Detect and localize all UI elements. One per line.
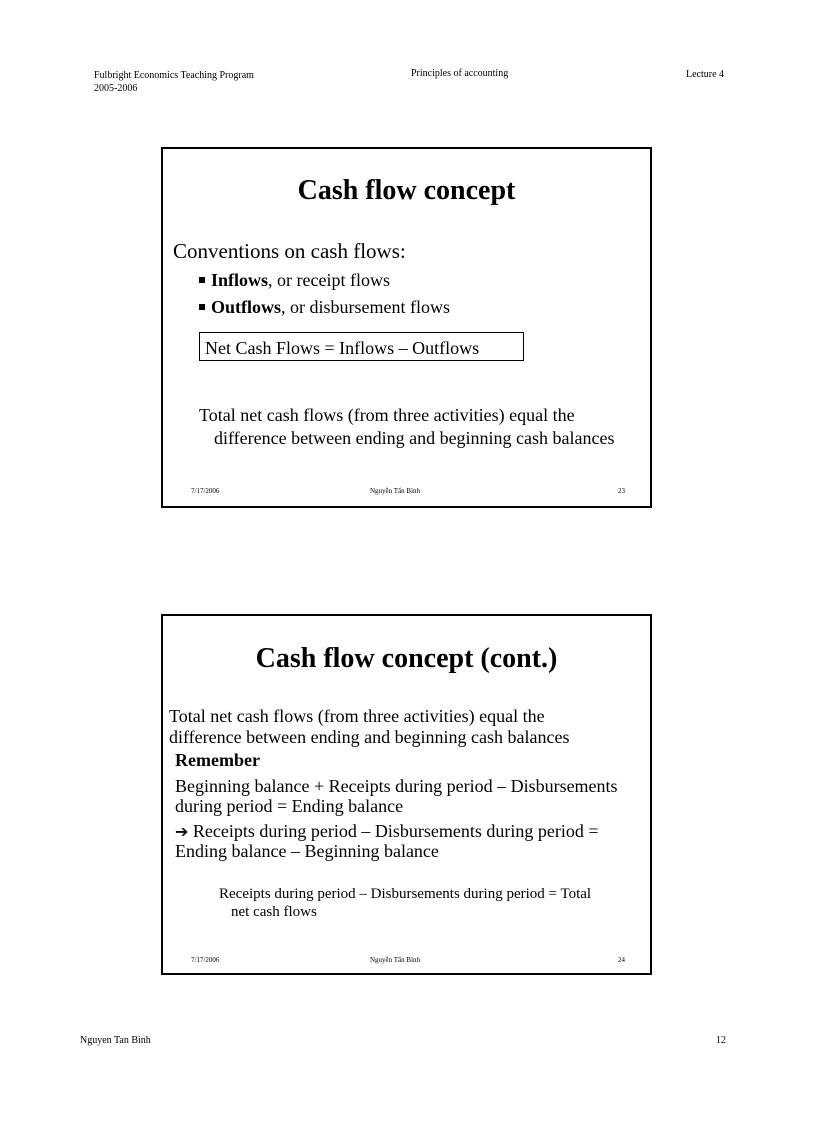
header-program: Fulbright Economics Teaching Program	[94, 70, 254, 81]
footer-page-number: 12	[716, 1035, 726, 1046]
outflows-term: Outflows	[211, 297, 282, 317]
slide-date: 7/17/2006	[191, 956, 220, 964]
header-year: 2005-2006	[94, 83, 138, 94]
arrow-right-icon: ➔	[175, 822, 189, 841]
slide-author: Nguyễn Tấn Bình	[370, 956, 421, 964]
bullet-inflows	[199, 270, 390, 291]
balance-equation-line2: during period = Ending balance	[175, 796, 404, 816]
header-course: Principles of accounting	[411, 68, 509, 79]
net-cash-flows-formula: Net Cash Flows = Inflows – Outflows	[199, 332, 524, 361]
slide-24	[161, 614, 652, 975]
bullet-outflows	[199, 297, 450, 318]
slide-title: Cash flow concept	[297, 175, 516, 206]
receipts-equation-text: Receipts during period – Disbursements during period =	[192, 821, 599, 841]
total-net-line1: Total net cash flows (from three activities) equal the	[169, 706, 545, 726]
footer-author: Nguyen Tan Binh	[80, 1035, 151, 1046]
total-net-line2: difference between ending and beginning cash balances	[214, 428, 615, 448]
total-net-line1: Total net cash flows (from three activities) equal the	[199, 405, 575, 425]
slide-title: Cash flow concept (cont.)	[255, 643, 558, 674]
bullet-icon	[199, 277, 205, 283]
slide-number: 24	[618, 956, 625, 964]
receipts-equation-line1	[175, 821, 599, 842]
balance-equation-line1: Beginning balance + Receipts during period – Disbursements	[175, 776, 618, 796]
slide-author: Nguyễn Tấn Bình	[370, 487, 421, 495]
remember-heading: Remember	[175, 750, 260, 770]
bullet-icon	[199, 304, 205, 310]
header-lecture: Lecture 4	[686, 69, 725, 80]
net-flows-equation-line1: Receipts during period – Disbursements during period = Total	[219, 886, 592, 902]
inflows-desc: , or receipt flows	[268, 270, 390, 290]
net-flows-equation-line2: net cash flows	[231, 904, 317, 920]
outflows-desc: , or disbursement flows	[281, 297, 450, 317]
slide-23	[161, 147, 652, 508]
conventions-heading: Conventions on cash flows:	[173, 239, 406, 263]
inflows-term: Inflows	[211, 270, 269, 290]
receipts-equation-line2: Ending balance – Beginning balance	[175, 841, 439, 861]
slide-date: 7/17/2006	[191, 487, 220, 495]
total-net-line2: difference between ending and beginning cash balances	[169, 727, 570, 747]
slide-number: 23	[618, 487, 625, 495]
